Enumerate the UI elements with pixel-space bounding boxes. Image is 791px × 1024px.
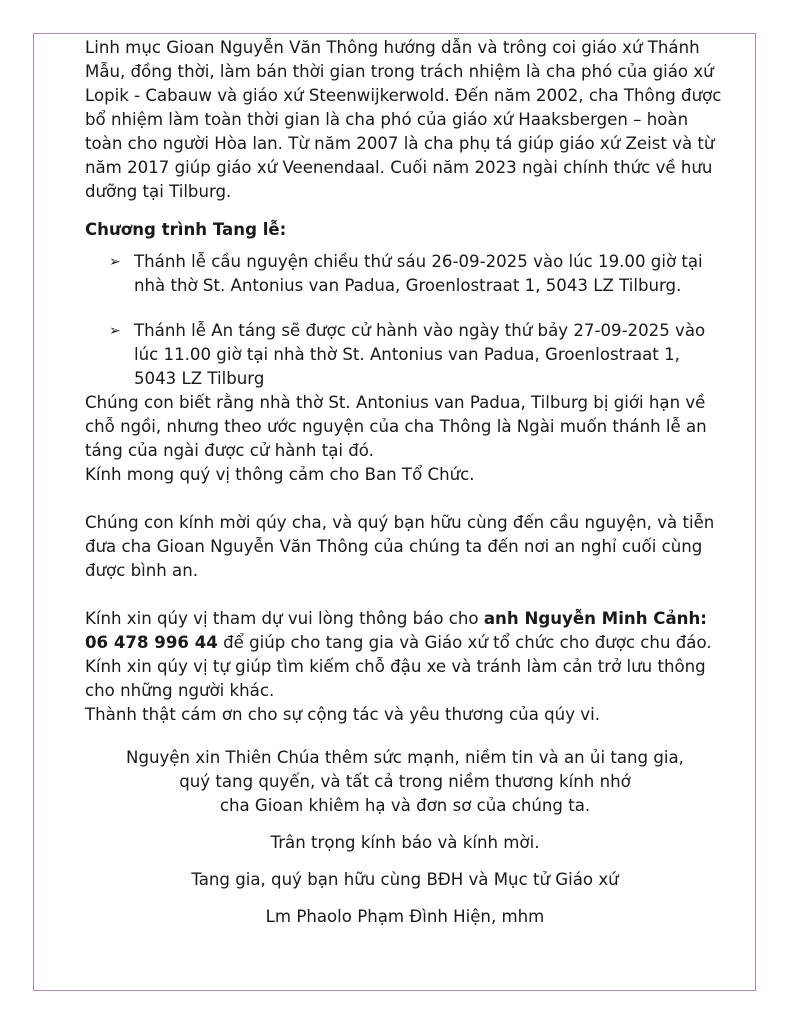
- program-item: [85, 319, 725, 391]
- rsvp-text-after: để giúp cho tang gia và Giáo xứ tổ chức cho được chu đáo. Kính xin qúy vị tự giúp tìm kiếm chỗ đậu xe và tránh làm cản trở lưu thông cho những người khác.: [85, 633, 712, 700]
- invitation-paragraph: Chúng con kính mời qúy cha, và quý bạn hữu cùng đến cầu nguyện, và tiễn đưa cha Gioan Nguyễn Văn Thông của chúng ta đến nơi an nghỉ cuối cùng được bình an.: [85, 513, 715, 580]
- program-item: [85, 250, 725, 298]
- prayer-line: Nguyện xin Thiên Chúa thêm sức mạnh, niềm tin và an ủi tang gia,: [126, 748, 684, 767]
- closing-prayer: [85, 746, 725, 818]
- understanding-note: Kính mong quý vị thông cảm cho Ban Tổ Chức.: [85, 465, 475, 484]
- prayer-line: quý tang quyến, và tất cả trong niềm thương kính nhớ: [179, 772, 631, 791]
- regards-line: Trân trọng kính báo và kính mời.: [270, 833, 540, 852]
- prayer-line: cha Gioan khiêm hạ và đơn sơ của chúng ta.: [219, 796, 591, 815]
- program-item-text: Thánh lễ cầu nguyện chiều thứ sáu 26-09-2025 vào lúc 19.00 giờ tại nhà thờ St. Antonius van Padua, Groenlostraat 1, 5043 LZ Tilburg.: [134, 252, 703, 295]
- rsvp-text-before: Kính xin qúy vị tham dự vui lòng thông báo cho: [85, 609, 484, 628]
- program-item-text: Thánh lễ An táng sẽ được cử hành vào ngày thứ bảy 27-09-2025 vào lúc 11.00 giờ tại nhà thờ St. Antonius van Padua, Groenlostraat 1, 5043 LZ Tilburg: [134, 321, 706, 388]
- signature-line: Lm Phaolo Phạm Đình Hiện, mhm: [265, 907, 545, 926]
- from-line: Tang gia, quý bạn hữu cùng BĐH và Mục tử Giáo xứ: [191, 870, 619, 889]
- rsvp-paragraph: [85, 607, 725, 703]
- arrow-bullet-icon: ➢: [109, 323, 121, 339]
- program-list: [85, 250, 725, 391]
- church-note: Chúng con biết rằng nhà thờ St. Antonius van Padua, Tilburg bị giới hạn về chỗ ngồi, nhưng theo ước nguyện của cha Thông là Ngài muốn thánh lễ an táng của ngài được cử hành tại đó.: [85, 393, 707, 460]
- biography-paragraph: Linh mục Gioan Nguyễn Văn Thông hướng dẫn và trông coi giáo xứ Thánh Mẫu, đồng thời, làm bán thời gian trong trách nhiệm là cha phó của giáo xứ Lopik - Cabauw và giáo xứ Steenwijkerwold. Đến năm 2002, cha Thông được bổ nhiệm làm toàn thời gian là cha phó của giáo xứ Haaksbergen – hoàn toàn cho người Hòa lan. Từ năm 2007 là cha phụ tá giúp giáo xứ Zeist và từ năm 2017 giúp giáo xứ Veenendaal. Cuối năm 2023 ngài chính thức về hưu dưỡng tại Tilburg.: [85, 38, 722, 201]
- funeral-announcement: [85, 33, 725, 929]
- thanks-line: Thành thật cám ơn cho sự cộng tác và yêu thương của qúy vi.: [85, 705, 600, 724]
- rsvp-contact: anh Nguyễn Minh Cảnh: 06 478 996 44: [85, 609, 707, 652]
- arrow-bullet-icon: ➢: [109, 254, 121, 270]
- program-heading: Chương trình Tang lễ:: [85, 220, 287, 239]
